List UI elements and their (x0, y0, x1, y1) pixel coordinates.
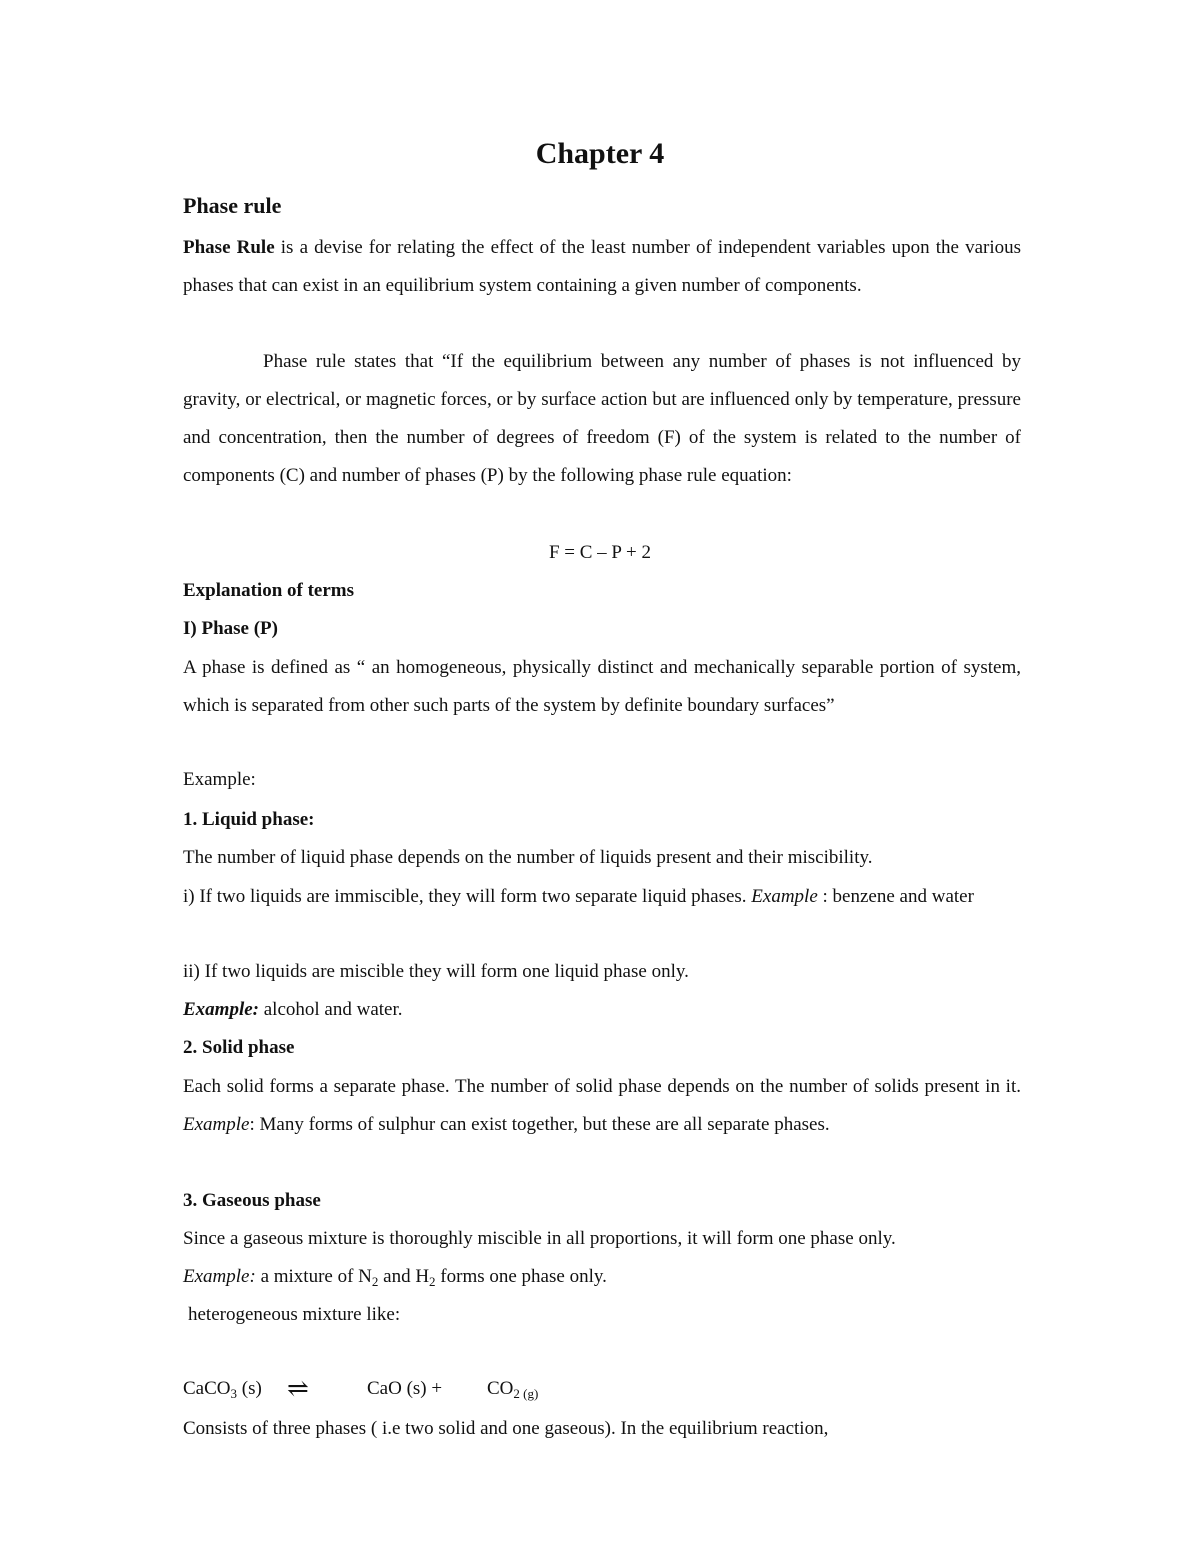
liquid-item-1-example-label: Example (751, 886, 818, 907)
phase-heading: I) Phase (P) (183, 618, 278, 639)
solid-heading: 2. Solid phase (183, 1037, 295, 1058)
intro-term: Phase Rule (183, 237, 275, 258)
liquid-item-2: ii) If two liquids are miscible they will form one liquid phase only. (183, 961, 689, 982)
reaction-equation (183, 1374, 683, 1408)
intro-paragraph (183, 229, 1021, 305)
closing-text: Consists of three phases ( i.e two solid and one gaseous). In the equilibrium reaction, (183, 1418, 829, 1439)
liquid-item-1-example-text: : benzene and water (817, 886, 974, 907)
gas-example: Example: a mixture of $N_2$ and $H_2$ forms one phase only. (183, 1266, 607, 1289)
solid-paragraph (183, 1068, 1021, 1144)
liquid-example-2 (183, 999, 403, 1021)
phase-rule-equation: F = C – P + 2 (548, 542, 652, 563)
section-heading: Phase rule (183, 193, 282, 218)
hetero-text: heterogeneous mixture like: (188, 1304, 401, 1325)
gas-heading: 3. Gaseous phase (183, 1190, 321, 1211)
liquid-heading: 1. Liquid phase: (183, 809, 315, 830)
solid-text-after: : Many forms of sulphur can exist together, but these are all separate phases. (249, 1114, 830, 1135)
reaction-product-1: CaO (s) + (367, 1378, 443, 1399)
equilibrium-arrow-icon: ⇌ (287, 1374, 309, 1403)
liquid-item-1-text: i) If two liquids are immiscible, they will form two separate liquid phases. (183, 886, 752, 907)
chapter-title: Chapter 4 (535, 137, 665, 170)
liquid-intro: The number of liquid phase depends on the number of liquids present and their miscibility. (183, 847, 873, 868)
statement-paragraph: Phase rule states that “If the equilibrium between any number of phases is not influenced by gravity, or electrical, or magnetic forces, or by surface action but are influenced only by temperature, pressure and concentration, then the number of degrees of freedom (F) of the system is related to the number of components (C) and number of phases (P) by the following phase rule equation: (183, 351, 1021, 486)
reaction-product-2: $CO_{2 (g)}$ (487, 1378, 539, 1401)
solid-text-before: Each solid forms a separate phase. The number of solid phase depends on the number of solids present in it. (183, 1076, 1021, 1097)
liquid-item-1 (183, 878, 1021, 916)
liquid-example-2-label: Example: (183, 999, 259, 1020)
phase-definition: A phase is defined as “ an homogeneous, physically distinct and mechanically separable portion of system, which is separated from other such parts of the system by definite boundary surfaces” (183, 657, 1021, 716)
gas-example-label: Example: (183, 1266, 256, 1287)
reaction-reactant: CaCO$_3$ (s) (183, 1378, 262, 1401)
liquid-example-2-text: alcohol and water. (259, 999, 403, 1020)
intro-text: is a devise for relating the effect of the least number of independent variables upon the various phases that can exist in an equilibrium system containing a given number of components. (183, 237, 1022, 296)
gas-text: Since a gaseous mixture is thoroughly miscible in all proportions, it will form one phase only. (183, 1228, 896, 1249)
example-label: Example: (183, 769, 256, 790)
explanation-heading: Explanation of terms (183, 580, 354, 601)
solid-example-label: Example (183, 1114, 250, 1135)
